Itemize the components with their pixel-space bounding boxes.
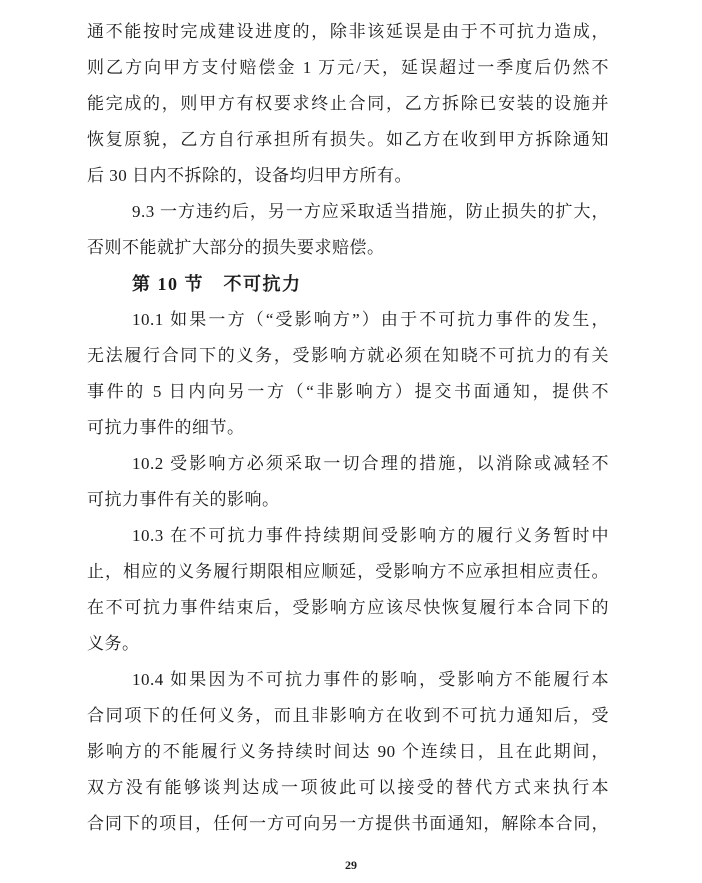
contract-text [87,14,609,842]
text-line: 事件的 5 日内向另一方（“非影响方）提交书面通知，提供不 [87,382,609,401]
text-line: 在不可抗力事件结束后，受影响方应该尽快恢复履行本合同下的 [87,598,609,617]
text-line: 双方没有能够谈判达成一项彼此可以接受的替代方式来执行本 [87,778,609,797]
section-heading: 第 10 节 不可抗力 [132,274,302,294]
text-line: 能完成的，则甲方有权要求终止合同，乙方拆除已安装的设施并 [87,94,609,113]
text-line: 影响方的不能履行义务持续时间达 90 个连续日，且在此期间， [87,742,609,761]
text-line: 无法履行合同下的义务，受影响方就必须在知晓不可抗力的有关 [87,346,609,365]
text-line: 可抗力事件的细节。 [87,418,245,437]
text-line: 9.3 一方违约后，另一方应采取适当措施，防止损失的扩大， [132,202,609,221]
text-line: 后 30 日内不拆除的，设备均归甲方所有。 [87,166,412,185]
text-line: 10.1 如果一方（“受影响方”）由于不可抗力事件的发生， [132,310,609,329]
text-line: 合同下的项目，任何一方可向另一方提供书面通知，解除本合同， [87,814,609,833]
text-line: 则乙方向甲方支付赔偿金 1 万元/天，延误超过一季度后仍然不 [87,58,609,77]
text-line: 10.3 在不可抗力事件持续期间受影响方的履行义务暂时中 [132,526,609,545]
text-line: 恢复原貌，乙方自行承担所有损失。如乙方在收到甲方拆除通知 [87,130,609,149]
page-number: 29 [345,858,357,872]
text-line: 10.2 受影响方必须采取一切合理的措施，以消除或减轻不 [132,454,609,473]
text-line: 通不能按时完成建设进度的，除非该延误是由于不可抗力造成， [87,22,609,41]
text-line: 合同项下的任何义务，而且非影响方在收到不可抗力通知后，受 [87,706,609,725]
text-line: 可抗力事件有关的影响。 [87,490,280,509]
text-line: 否则不能就扩大部分的损失要求赔偿。 [87,238,385,257]
text-line: 止，相应的义务履行期限相应顺延，受影响方不应承担相应责任。 [87,562,609,581]
text-line: 义务。 [87,634,140,653]
text-line: 10.4 如果因为不可抗力事件的影响，受影响方不能履行本 [132,670,609,689]
